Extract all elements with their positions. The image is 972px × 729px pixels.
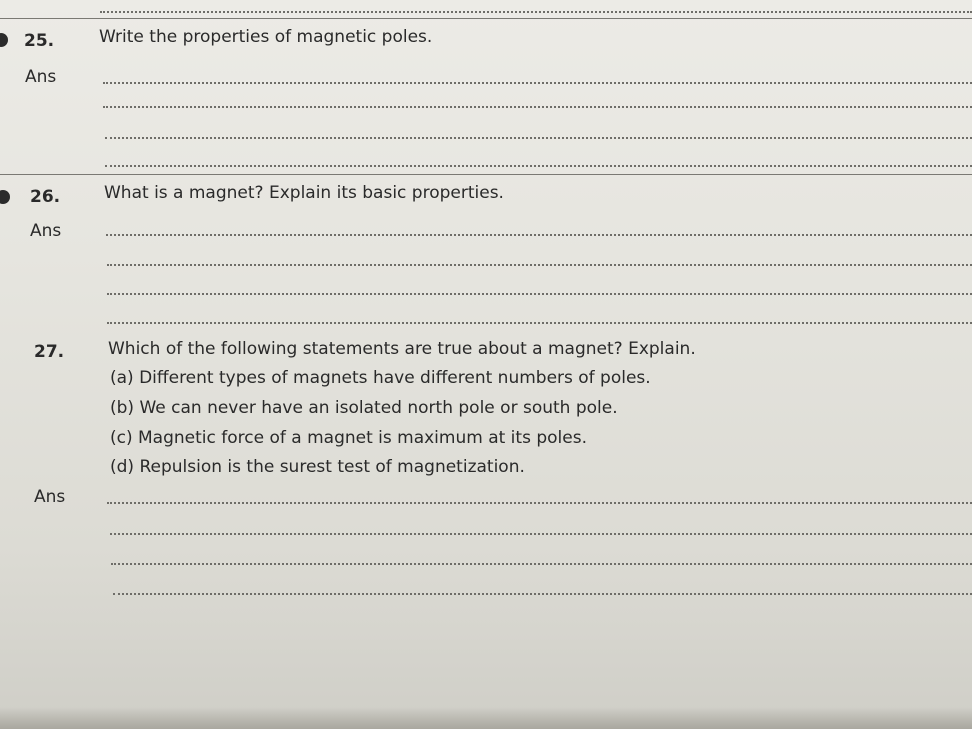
question-27-answer-line-1[interactable]: [107, 502, 972, 504]
question-25-answer-line-2[interactable]: [103, 106, 972, 108]
question-25-number: 25.: [24, 31, 55, 51]
top-answer-line: [100, 11, 972, 13]
question-27-answer-line-2[interactable]: [110, 533, 972, 535]
page-bottom-shadow: [0, 707, 972, 729]
question-26-answer-line-2[interactable]: [107, 264, 972, 266]
question-26-text: What is a magnet? Explain its basic properties.: [104, 183, 504, 203]
question-26-answer-line-1[interactable]: [106, 234, 972, 236]
question-25-bullet: [0, 33, 8, 47]
question-27-option-b: (b) We can never have an isolated north pole or south pole.: [110, 398, 618, 418]
question-25-divider: [0, 174, 972, 175]
question-25-answer-label: Ans: [25, 67, 57, 87]
question-25-answer-line-1[interactable]: [103, 82, 972, 84]
question-27-answer-line-3[interactable]: [111, 563, 972, 565]
question-26-answer-label: Ans: [30, 221, 62, 241]
question-27-answer-label: Ans: [34, 487, 66, 507]
question-25-text: Write the properties of magnetic poles.: [99, 27, 433, 47]
question-25-answer-line-3[interactable]: [105, 137, 972, 139]
question-26-number: 26.: [30, 187, 61, 207]
question-27-text: Which of the following statements are true about a magnet? Explain.: [108, 339, 696, 359]
top-divider: [0, 18, 972, 19]
question-27-option-c: (c) Magnetic force of a magnet is maximum at its poles.: [110, 428, 587, 448]
question-26-answer-line-3[interactable]: [107, 293, 972, 295]
question-27-option-d: (d) Repulsion is the surest test of magnetization.: [110, 457, 525, 477]
question-27-answer-line-4[interactable]: [113, 593, 972, 595]
question-27-number: 27.: [34, 342, 65, 362]
question-26-answer-line-4[interactable]: [107, 322, 972, 324]
question-25-answer-line-4[interactable]: [105, 165, 972, 167]
question-26-bullet: [0, 190, 10, 204]
question-27-option-a: (a) Different types of magnets have different numbers of poles.: [110, 368, 651, 388]
